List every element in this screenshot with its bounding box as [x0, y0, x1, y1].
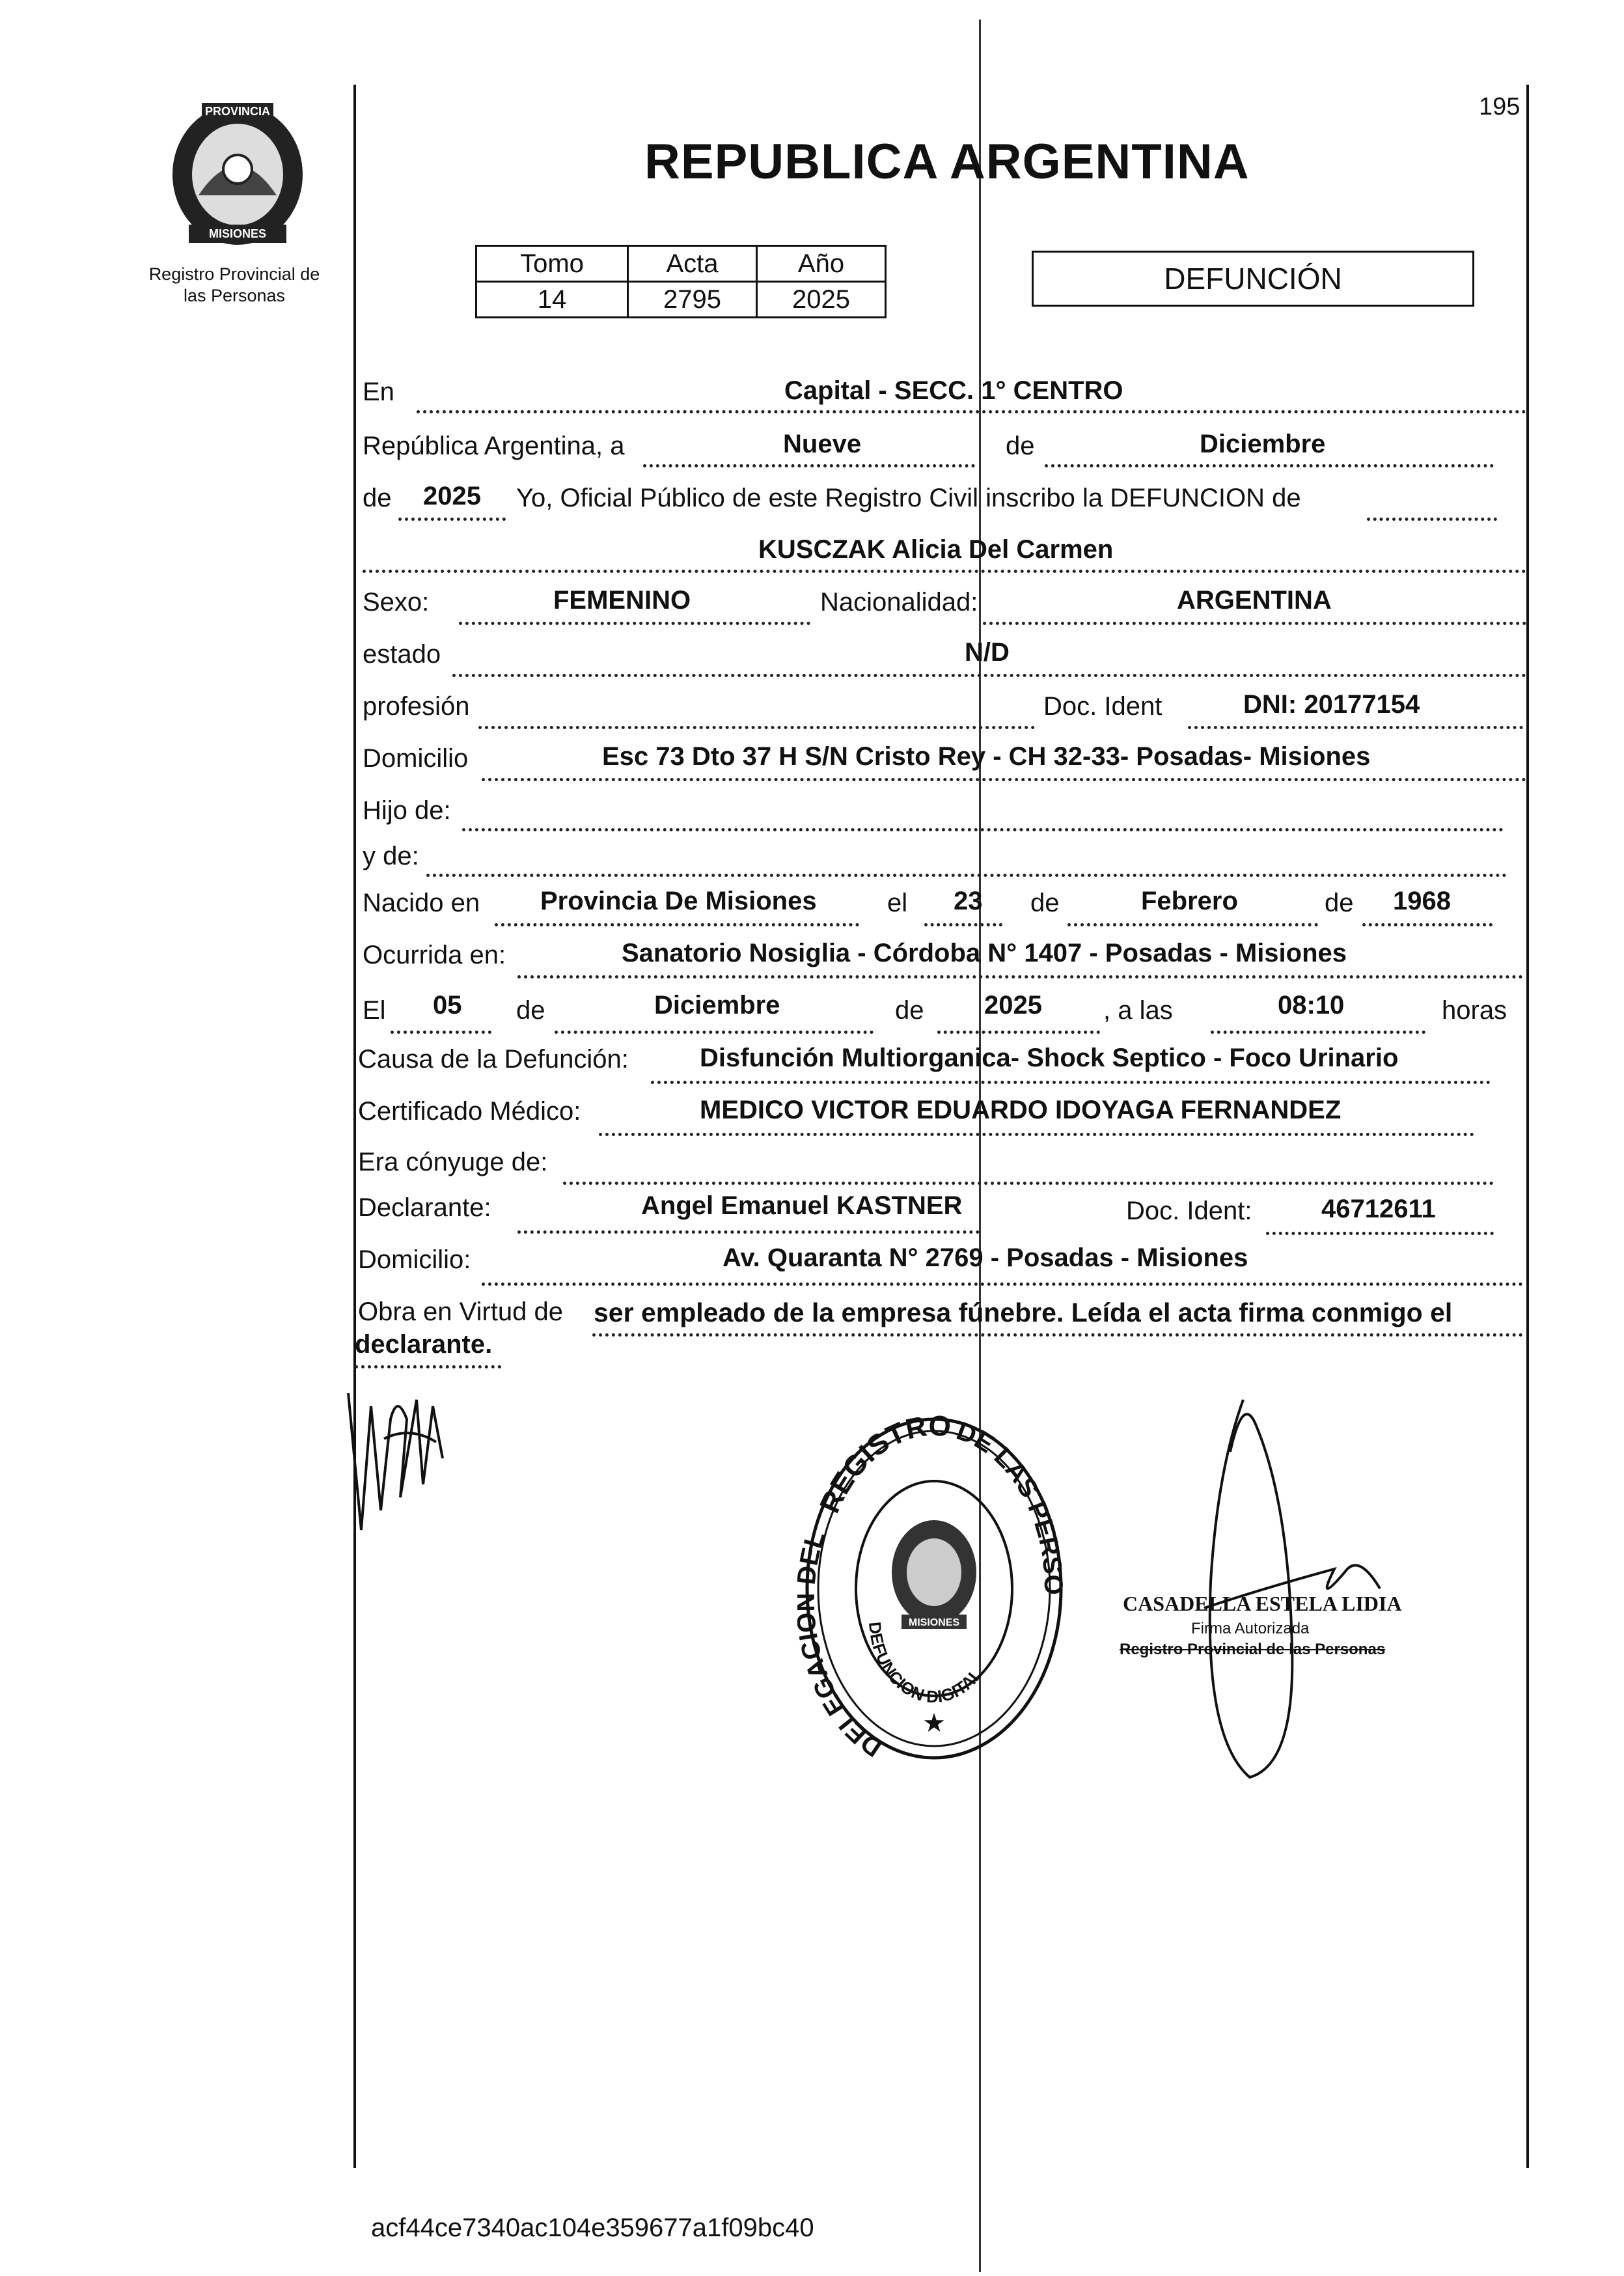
stamp-top-text: REGISTRO: [814, 1409, 952, 1518]
line-sexo: [459, 622, 810, 625]
value-declarante-doc: 46712611: [1321, 1195, 1436, 1223]
document-title: REPUBLICA ARGENTINA: [644, 134, 1250, 189]
document-hash: acf44ce7340ac104e359677a1f09bc40: [371, 2214, 814, 2242]
page-number: 195: [1479, 93, 1521, 120]
label-nacido: Nacido en: [363, 889, 480, 917]
record-table: [475, 245, 887, 318]
line-nacido-mes: [1067, 923, 1318, 926]
value-declarante: Angel Emanuel KASTNER: [641, 1191, 963, 1220]
value-tomo: 14: [476, 282, 628, 318]
header-acta: Acta: [628, 246, 757, 282]
header-tomo: Tomo: [476, 246, 628, 282]
registry-name-line1: Registro Provincial de: [148, 264, 320, 284]
line-y-de: [426, 874, 1507, 877]
line-name: [363, 570, 1526, 573]
label-causa: Causa de la Defunción:: [358, 1045, 629, 1074]
label-nacido-el: el: [887, 889, 908, 917]
line-el-dia: [391, 1031, 491, 1034]
value-nacido-anio: 1968: [1393, 887, 1451, 915]
record-type-box: [1032, 251, 1474, 307]
line-nacido-dia: [924, 923, 1002, 926]
line-causa: [651, 1081, 1491, 1084]
stamp-inner-text: DEFUNCION DIGITAL: [864, 1620, 986, 1707]
value-el-dia: 05: [433, 991, 462, 1020]
value-nacido-lugar: Provincia De Misiones: [540, 887, 817, 915]
right-margin-line: [1526, 85, 1529, 2168]
registry-name: [124, 264, 345, 307]
value-anio: 2025: [757, 282, 886, 318]
registry-logo: [163, 98, 312, 247]
stamp-right-text: DE LAS PERSO: [952, 1416, 1068, 1596]
value-causa: Disfunción Multiorganica- Shock Septico - Foco Urinario: [700, 1044, 1399, 1072]
value-nacionalidad: ARGENTINA: [1177, 586, 1332, 615]
value-obra-2: declarante.: [355, 1330, 493, 1359]
left-margin-line: [353, 85, 356, 2168]
label-declarante: Declarante:: [358, 1193, 491, 1222]
registry-name-line2: las Personas: [183, 286, 286, 305]
value-obra-1: ser empleado de la empresa fúnebre. Leída el acta firma conmigo el: [594, 1298, 1453, 1327]
line-conyuge: [563, 1182, 1494, 1185]
label-y-de: y de:: [363, 842, 419, 870]
stamp-left-text: DELEGAC EL: [797, 1528, 888, 1762]
label-certificado: Certificado Médico:: [358, 1097, 581, 1126]
label-el: El: [363, 996, 386, 1025]
label-ocurrida: Ocurrida en:: [363, 941, 506, 969]
value-acta: 2795: [628, 282, 757, 318]
label-declarante-doc: Doc. Ident:: [1126, 1197, 1252, 1225]
value-certificado: MEDICO VICTOR EDUARDO IDOYAGA FERNANDEZ: [700, 1096, 1342, 1124]
label-nacido-de1: de: [1030, 889, 1060, 917]
value-domicilio: Esc 73 Dto 37 H S/N Cristo Rey - CH 32-33- Posadas- Misiones: [602, 742, 1371, 771]
line-obra-2: [355, 1365, 501, 1368]
logo-top-text: PROVINCIA: [204, 105, 271, 118]
line-el-mes: [555, 1031, 874, 1034]
label-obra: Obra en Virtud de: [358, 1298, 564, 1326]
label-conyuge: Era cónyuge de:: [358, 1148, 548, 1176]
value-month: Diciembre: [1200, 430, 1326, 458]
value-el-mes: Diciembre: [654, 991, 780, 1020]
label-nacido-de2: de: [1325, 889, 1354, 917]
line-el-anio: [937, 1031, 1100, 1034]
label-en: En: [363, 378, 394, 406]
official-stamp: [797, 1409, 1071, 1768]
line-obra-1: [592, 1333, 1523, 1337]
value-nacido-dia: 23: [954, 887, 983, 915]
value-nacido-mes: Febrero: [1141, 887, 1238, 915]
value-name: KUSCZAK Alicia Del Carmen: [758, 535, 1114, 564]
line-nacionalidad: [983, 622, 1526, 625]
label-domicilio: Domicilio: [363, 744, 469, 773]
label-sexo: Sexo:: [363, 588, 430, 617]
line-certificado: [599, 1133, 1474, 1136]
official-role: Firma Autorizada: [1191, 1620, 1310, 1637]
header-anio: Año: [757, 246, 886, 282]
line-nacido-anio: [1362, 923, 1493, 926]
record-type: DEFUNCIÓN: [1164, 262, 1342, 296]
line-profesion: [478, 726, 1035, 729]
value-el-anio: 2025: [984, 991, 1042, 1020]
label-hijo: Hijo de:: [363, 796, 451, 825]
scan-fold-line: [979, 20, 981, 2272]
line-declarante-doc: [1266, 1232, 1494, 1235]
line-ocurrida: [517, 975, 1523, 978]
label-doc: Doc. Ident: [1043, 692, 1163, 721]
value-year: 2025: [423, 482, 481, 510]
label-fecha-de: de: [1006, 432, 1035, 460]
value-en: Capital - SECC. 1° CENTRO: [784, 376, 1123, 405]
line-year-tail: [1367, 518, 1497, 521]
label-domicilio2: Domicilio:: [358, 1245, 471, 1274]
value-day: Nueve: [783, 430, 862, 458]
declarant-signature: [345, 1380, 456, 1543]
line-nacido-lugar: [495, 923, 859, 926]
label-el-de2: de: [895, 996, 924, 1025]
line-year: [398, 518, 506, 521]
label-fecha: República Argentina, a: [363, 432, 625, 460]
value-doc: DNI: 20177154: [1243, 690, 1420, 719]
official-signature: [1165, 1374, 1425, 1797]
line-estado: [452, 674, 1526, 677]
line-domicilio: [482, 778, 1526, 781]
label-el-horas: horas: [1442, 996, 1507, 1025]
label-year-de: de: [363, 484, 392, 512]
line-domicilio2: [482, 1283, 1523, 1286]
line-month: [1045, 464, 1494, 467]
stamp-center-text: MISIONES: [908, 1617, 960, 1628]
line-hijo: [462, 828, 1504, 831]
line-day: [643, 464, 975, 467]
value-el-hora: 08:10: [1278, 991, 1345, 1020]
line-doc: [1188, 726, 1523, 729]
value-ocurrida: Sanatorio Nosiglia - Córdoba N° 1407 - Posadas - Misiones: [622, 939, 1347, 967]
star-icon: ★: [922, 1709, 946, 1738]
label-estado: estado: [363, 640, 441, 669]
label-el-alas: , a las: [1103, 996, 1173, 1025]
value-domicilio2: Av. Quaranta N° 2769 - Posadas - Misiones: [723, 1243, 1248, 1272]
label-el-de1: de: [516, 996, 545, 1025]
official-name: CASADELLA ESTELA LIDIA: [1123, 1592, 1402, 1615]
line-el-hora: [1211, 1031, 1425, 1034]
value-estado: N/D: [965, 638, 1010, 667]
label-nacionalidad: Nacionalidad:: [820, 588, 978, 617]
value-sexo: FEMENINO: [553, 586, 691, 615]
label-year-text: Yo, Oficial Público de este Registro Civil inscribo la DEFUNCION de: [516, 484, 1301, 512]
logo-bottom-text: MISIONES: [208, 227, 267, 240]
line-declarante: [517, 1230, 980, 1234]
line-en: [417, 410, 1526, 413]
label-profesion: profesión: [363, 692, 470, 721]
official-office: Registro Provincial de las Personas: [1120, 1641, 1386, 1658]
